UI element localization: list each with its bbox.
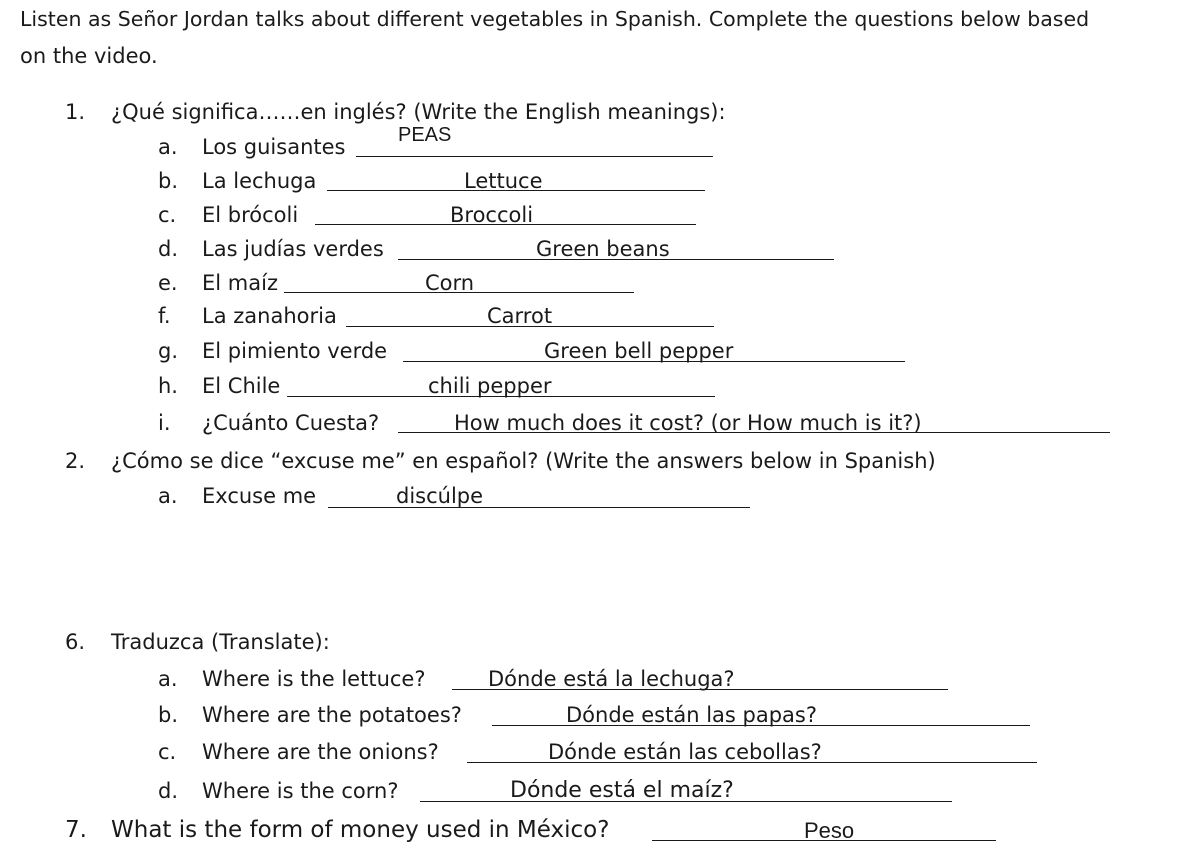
q1h-answer: chili pepper (428, 374, 552, 398)
q7-answer: Peso (804, 818, 855, 843)
q1a-answer: PEAS (398, 124, 452, 146)
q1g-letter: g. (158, 339, 179, 363)
q6c-answer: Dónde están las cebollas? (548, 740, 822, 764)
q1b-prompt: La lechuga (202, 169, 317, 193)
q1f-prompt: La zanahoria (202, 304, 337, 328)
q7-number: 7. (65, 817, 87, 843)
q1a-answer-line[interactable] (356, 156, 713, 157)
q1i-prompt: ¿Cuánto Cuesta? (202, 411, 380, 435)
q1f-letter: f. (158, 304, 171, 328)
q6a-letter: a. (158, 667, 178, 691)
q1d-letter: d. (158, 237, 179, 261)
q2a-letter: a. (158, 484, 178, 508)
q2-number: 2. (65, 449, 86, 473)
q6a-prompt: Where is the lettuce? (202, 667, 426, 691)
q6c-letter: c. (158, 740, 177, 764)
q6c-prompt: Where are the onions? (202, 740, 439, 764)
q6b-prompt: Where are the potatoes? (202, 703, 462, 727)
q1d-prompt: Las judías verdes (202, 237, 384, 261)
q1b-letter: b. (158, 169, 179, 193)
q1e-prompt: El maíz (202, 271, 278, 295)
q1d-answer: Green beans (536, 237, 670, 261)
q6-text: Traduzca (Translate): (111, 630, 330, 654)
q1c-letter: c. (158, 203, 177, 227)
q1h-letter: h. (158, 374, 178, 398)
q6b-letter: b. (158, 703, 179, 727)
q1a-letter: a. (158, 135, 178, 159)
q1i-letter: i. (158, 411, 171, 435)
q1e-letter: e. (158, 271, 178, 295)
q6d-prompt: Where is the corn? (202, 779, 399, 803)
q7-text: What is the form of money used in México? (111, 817, 610, 843)
intro-line-2: on the video. (20, 44, 158, 68)
q2a-answer: discúlpe (396, 484, 484, 508)
q2a-prompt: Excuse me (202, 484, 317, 508)
intro-line-1: Listen as Señor Jordan talks about different vegetables in Spanish. Complete the questions below based (20, 7, 1090, 31)
q6d-letter: d. (158, 779, 179, 803)
q1c-prompt: El brócoli (202, 203, 299, 227)
q1f-answer: Carrot (487, 304, 553, 328)
q1i-answer: How much does it cost? (or How much is it?) (454, 411, 922, 435)
q1a-prompt: Los guisantes (202, 135, 346, 159)
q6a-answer: Dónde está la lechuga? (488, 667, 735, 691)
q1c-answer: Broccoli (450, 203, 534, 227)
q1e-answer: Corn (425, 271, 475, 295)
q1-text: ¿Qué significa……en inglés? (Write the English meanings): (111, 100, 726, 124)
q2-text: ¿Cómo se dice “excuse me” en español? (Write the answers below in Spanish) (111, 449, 936, 473)
q1g-prompt: El pimiento verde (202, 339, 388, 363)
q6-number: 6. (65, 630, 86, 654)
q1g-answer: Green bell pepper (544, 339, 734, 363)
q1b-answer: Lettuce (464, 169, 543, 193)
q1-number: 1. (65, 100, 86, 124)
q2a-answer-line[interactable] (328, 507, 750, 508)
q1h-prompt: El Chile (202, 374, 281, 398)
q6b-answer: Dónde están las papas? (566, 703, 818, 727)
q6d-answer: Dónde está el maíz? (510, 778, 734, 803)
